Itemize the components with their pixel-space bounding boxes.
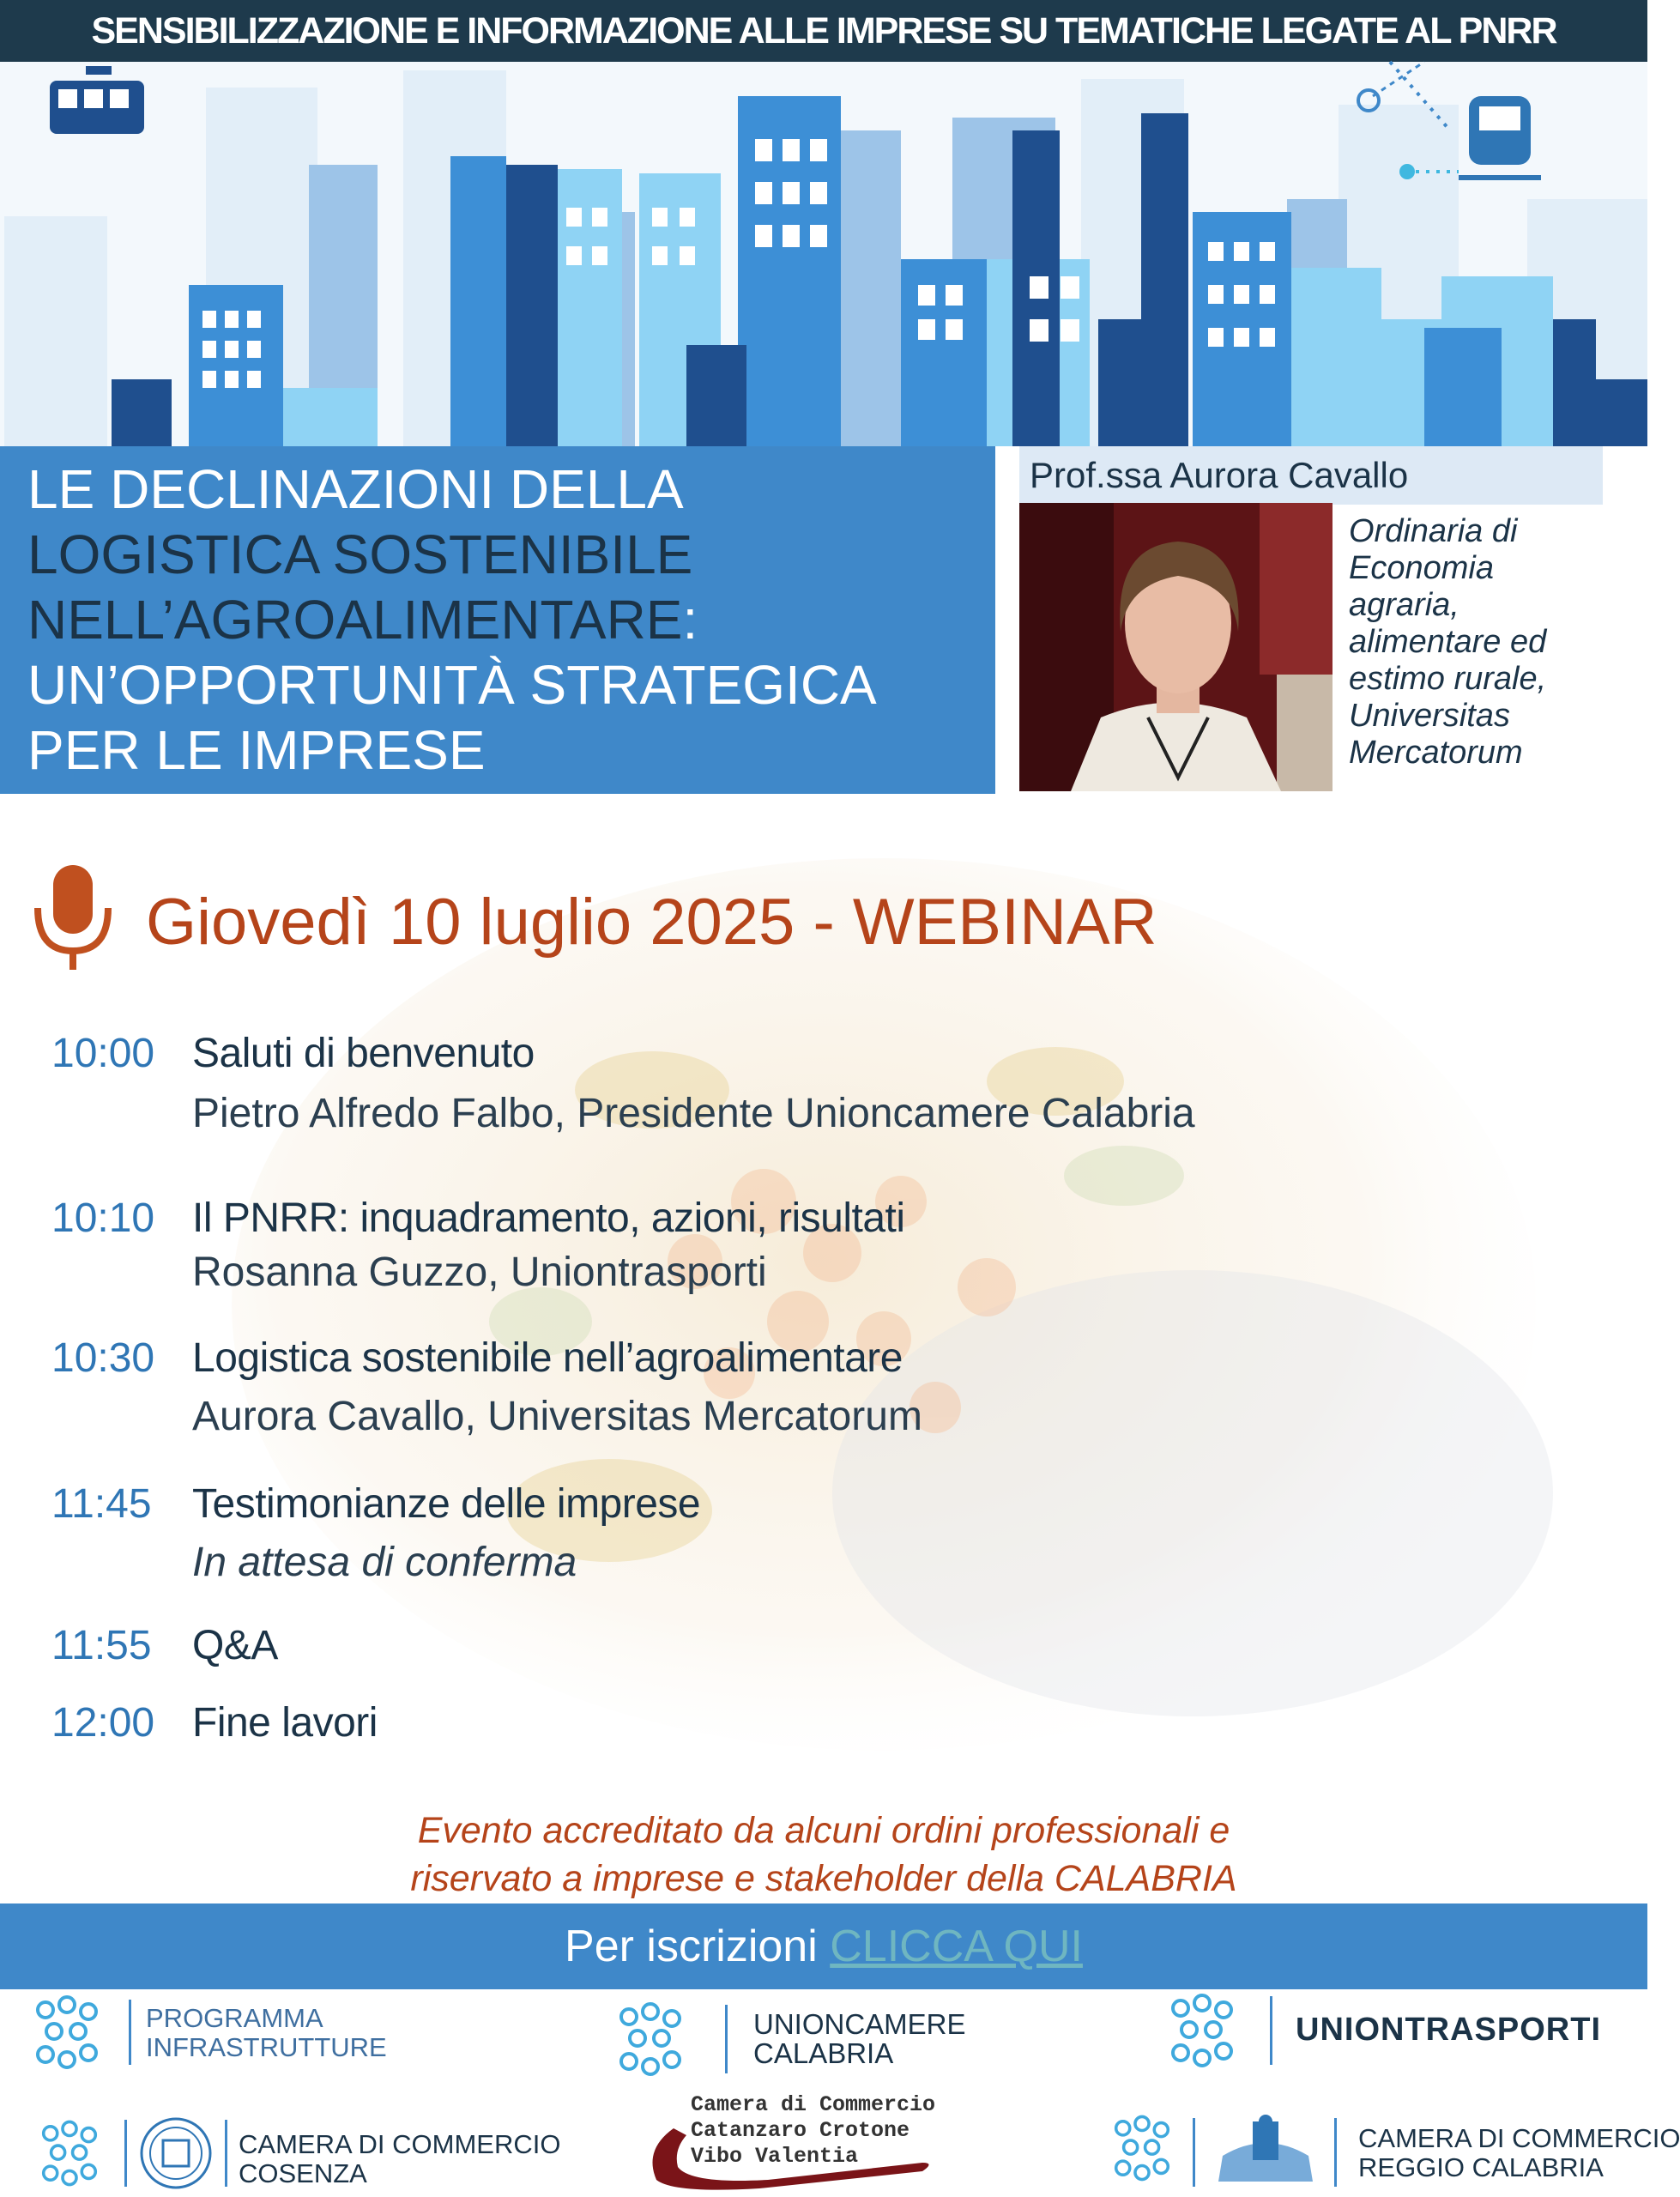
- agenda-title: Saluti di benvenuto: [192, 1031, 535, 1076]
- speaker-role: [1349, 513, 1606, 772]
- uniontrasporti-logo-icon: [1163, 1991, 1242, 2070]
- logo-separator: [129, 2000, 131, 2065]
- speaker-photo: [1019, 503, 1333, 791]
- programma-logo-text: [146, 2004, 387, 2062]
- reggio-logo-text: [1358, 2124, 1680, 2182]
- banner-text: SENSIBILIZZAZIONE E INFORMAZIONE ALLE IMPRESE SU TEMATICHE LEGATE AL PNRR: [91, 10, 1556, 51]
- logo-line: PROGRAMMA: [146, 2003, 323, 2033]
- register-link[interactable]: CLICCA QUI: [830, 1922, 1083, 1971]
- logo-line: REGGIO CALABRIA: [1358, 2152, 1604, 2182]
- speaker-role-line: Ordinaria di: [1349, 513, 1518, 549]
- logo-line: INFRASTRUTTURE: [146, 2032, 387, 2062]
- notice-line: riservato a imprese e stakeholder della CALABRIA: [410, 1858, 1237, 1899]
- logo-line: Catanzaro Crotone: [691, 2118, 910, 2143]
- speaker-role-line: alimentare ed: [1349, 624, 1547, 660]
- logo-separator: [1193, 2118, 1195, 2187]
- logo-separator: [1270, 1996, 1272, 2065]
- logo-line: CAMERA DI COMMERCIO: [1358, 2123, 1680, 2153]
- agenda-subtitle: Aurora Cavallo, Universitas Mercatorum: [192, 1394, 922, 1439]
- notice-line: Evento accreditato da alcuni ordini professionali e: [417, 1810, 1230, 1851]
- unioncamere-logo-text: [753, 2010, 966, 2068]
- cosenza-logo-icon: [34, 2118, 105, 2188]
- registration-prefix: Per iscrizioni: [565, 1922, 831, 1971]
- logo-line: Vibo Valentia: [691, 2144, 859, 2169]
- title-line-4: UN’OPPORTUNITÀ STRATEGICA: [27, 654, 877, 716]
- agenda-time: 11:45: [51, 1481, 152, 1527]
- programma-logo-icon: [27, 1993, 106, 2072]
- speaker-role-line: Economia: [1349, 550, 1494, 586]
- title-line-3-suffix: :: [682, 589, 698, 651]
- speaker-role-line: Universitas: [1349, 698, 1510, 734]
- speaker-role-line: agraria,: [1349, 587, 1459, 623]
- agenda-time: 10:10: [51, 1195, 155, 1241]
- logo-separator: [124, 2120, 127, 2187]
- logo-line: CAMERA DI COMMERCIO: [239, 2129, 561, 2159]
- accreditation-notice: [0, 1807, 1647, 1903]
- speaker-role-line: estimo rurale,: [1349, 661, 1547, 697]
- cosenza-logo-text: [239, 2130, 560, 2188]
- agenda-title: Q&A: [192, 1623, 278, 1668]
- agenda-time: 10:30: [51, 1335, 155, 1381]
- cosenza-emblem-icon: [137, 2115, 215, 2192]
- logo-separator: [725, 2005, 728, 2073]
- logo-line: CALABRIA: [753, 2037, 894, 2069]
- event-title-block: [0, 446, 995, 794]
- top-banner: [0, 0, 1647, 62]
- title-line-3: [27, 587, 698, 652]
- logo-line: COSENZA: [239, 2158, 367, 2188]
- registration-bar: [0, 1903, 1647, 1989]
- unioncamere-logo-icon: [611, 2000, 690, 2079]
- agenda-time: 12:00: [51, 1700, 155, 1746]
- title-line-1: LE DECLINAZIONI DELLA: [27, 458, 684, 520]
- title-line-2: LOGISTICA SOSTENIBILE: [27, 524, 693, 585]
- logo-line: UNIONCAMERE: [753, 2008, 966, 2040]
- title-line-3-main: NELL’AGROALIMENTARE: [27, 589, 683, 651]
- uniontrasporti-logo-text: UNIONTRASPORTI: [1296, 2012, 1601, 2048]
- agenda-subtitle: In attesa di conferma: [192, 1540, 577, 1585]
- agenda-time: 10:00: [51, 1031, 155, 1076]
- microphone-icon: [26, 858, 120, 978]
- agenda-subtitle: Rosanna Guzzo, Uniontrasporti: [192, 1250, 767, 1295]
- logo-line: Camera di Commercio: [691, 2092, 936, 2117]
- logo-separator: [1334, 2118, 1337, 2187]
- speaker-role-line: Mercatorum: [1349, 735, 1523, 771]
- agenda-title: Testimonianze delle imprese: [192, 1481, 701, 1527]
- agenda-title: Logistica sostenibile nell’agroalimentare: [192, 1335, 903, 1381]
- agenda-title: Il PNRR: inquadramento, azioni, risultati: [192, 1195, 905, 1241]
- title-line-5: PER LE IMPRESE: [27, 719, 486, 781]
- reggio-crest-icon: [1210, 2113, 1321, 2188]
- agenda-time: 11:55: [51, 1623, 152, 1668]
- logo-separator: [225, 2120, 227, 2187]
- catanzaro-logo-text: [691, 2092, 935, 2170]
- event-date: Giovedì 10 luglio 2025 - WEBINAR: [146, 886, 1157, 959]
- speaker-name: Prof.ssa Aurora Cavallo: [1019, 446, 1603, 505]
- city-skyline-illustration: [0, 62, 1647, 446]
- reggio-logo-icon: [1107, 2113, 1177, 2183]
- agenda-title: Fine lavori: [192, 1700, 378, 1746]
- agenda-subtitle: Pietro Alfredo Falbo, Presidente Unioncamere Calabria: [192, 1091, 1195, 1136]
